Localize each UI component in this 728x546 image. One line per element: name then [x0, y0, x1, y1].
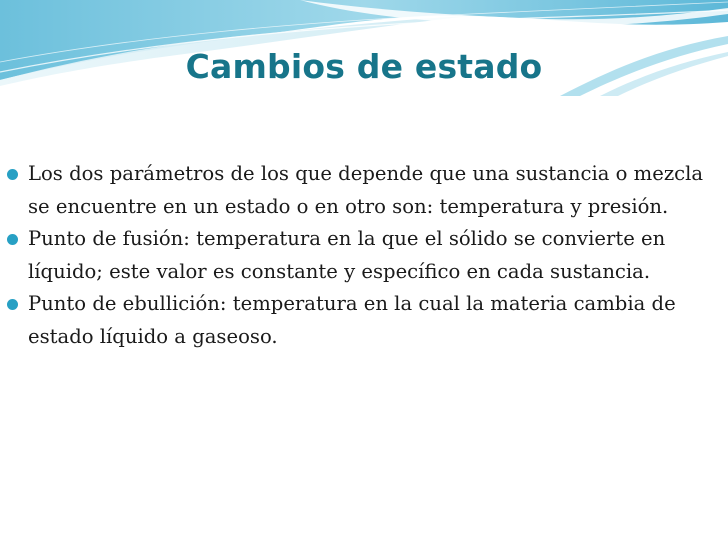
- slide-title: Cambios de estado: [185, 47, 543, 86]
- bullet-dot-icon: [7, 299, 18, 310]
- bullet-item: [6, 223, 722, 288]
- bullet-item: [6, 158, 722, 223]
- bullet-dot-icon: [7, 234, 18, 245]
- bullet-text: Los dos parámetros de los que depende que una sustancia o mezcla se encuentre en un estado o en otro son: temperatura y presión.: [28, 162, 704, 218]
- bullet-text: Punto de fusión: temperatura en la que el sólido se convierte en líquido; este valor es constante y específico en cada sustancia.: [28, 227, 666, 283]
- bullet-dot-icon: [7, 169, 18, 180]
- bullet-text: Punto de ebullición: temperatura en la cual la materia cambia de estado líquido a gaseoso.: [28, 292, 676, 348]
- bullet-list: [6, 158, 722, 353]
- bullet-item: [6, 288, 722, 353]
